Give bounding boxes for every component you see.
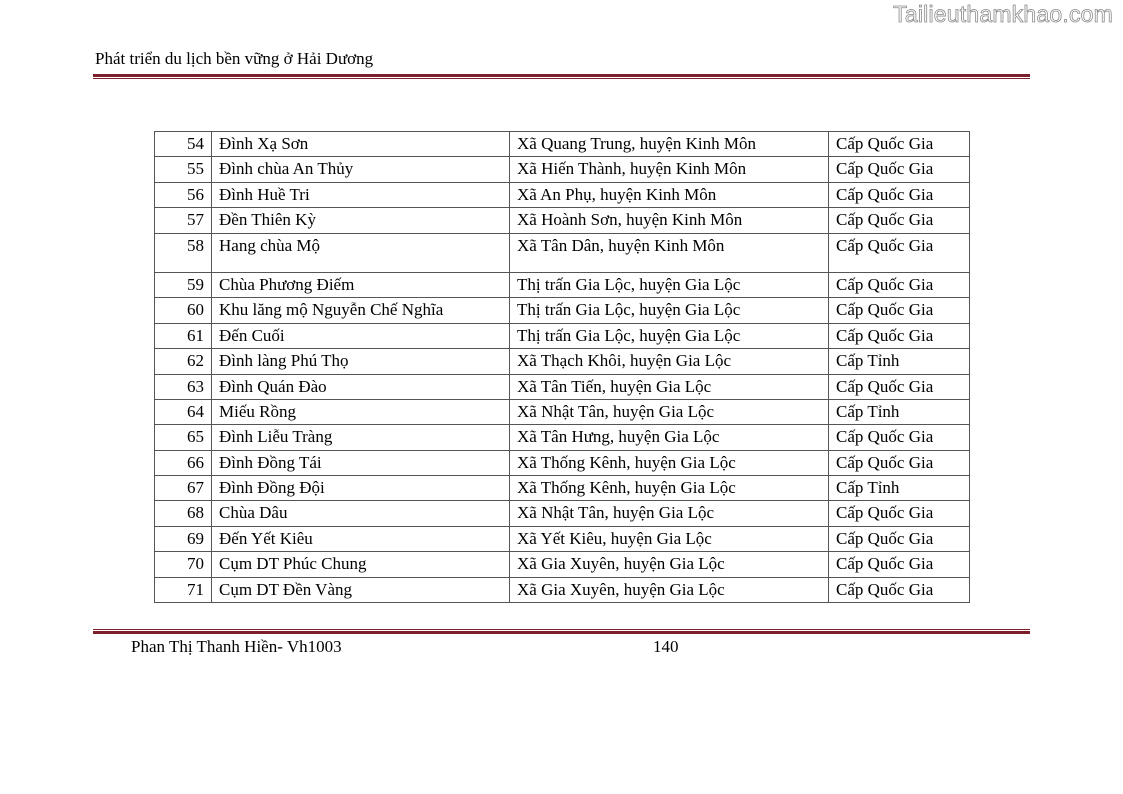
footer-author: Phan Thị Thanh Hiền- Vh1003 <box>131 637 342 656</box>
table-row <box>155 374 970 399</box>
cell-location: Xã An Phụ, huyện Kinh Môn <box>510 182 829 207</box>
cell-location: Xã Nhật Tân, huyện Gia Lộc <box>510 399 829 424</box>
table-row <box>155 323 970 348</box>
heritage-sites-table <box>154 131 970 603</box>
cell-number: 61 <box>155 323 212 348</box>
cell-location: Xã Tân Tiến, huyện Gia Lộc <box>510 374 829 399</box>
cell-rank: Cấp Quốc Gia <box>829 233 970 272</box>
cell-location: Xã Hoành Sơn, huyện Kinh Môn <box>510 208 829 233</box>
cell-location: Xã Thống Kênh, huyện Gia Lộc <box>510 476 829 501</box>
table-row <box>155 272 970 297</box>
cell-site-name: Đình làng Phú Thọ <box>212 349 510 374</box>
cell-number: 65 <box>155 425 212 450</box>
cell-site-name: Đình Huề Tri <box>212 182 510 207</box>
cell-rank: Cấp Tỉnh <box>829 476 970 501</box>
table-row <box>155 157 970 182</box>
cell-location: Thị trấn Gia Lộc, huyện Gia Lộc <box>510 323 829 348</box>
cell-site-name: Đến Yết Kiêu <box>212 526 510 551</box>
cell-rank: Cấp Tỉnh <box>829 399 970 424</box>
cell-number: 56 <box>155 182 212 207</box>
cell-rank: Cấp Quốc Gia <box>829 323 970 348</box>
cell-location: Xã Yết Kiêu, huyện Gia Lộc <box>510 526 829 551</box>
cell-rank: Cấp Quốc Gia <box>829 552 970 577</box>
table-row <box>155 425 970 450</box>
cell-number: 64 <box>155 399 212 424</box>
cell-number: 68 <box>155 501 212 526</box>
cell-site-name: Đến Cuối <box>212 323 510 348</box>
cell-rank: Cấp Quốc Gia <box>829 208 970 233</box>
cell-site-name: Hang chùa Mộ <box>212 233 510 272</box>
cell-number: 71 <box>155 577 212 602</box>
page-number: 140 <box>653 637 679 656</box>
cell-location: Xã Thạch Khôi, huyện Gia Lộc <box>510 349 829 374</box>
cell-location: Xã Thống Kênh, huyện Gia Lộc <box>510 450 829 475</box>
table-row <box>155 349 970 374</box>
watermark: Tailieuthamkhao.com <box>893 1 1113 27</box>
cell-rank: Cấp Quốc Gia <box>829 272 970 297</box>
cell-rank: Cấp Quốc Gia <box>829 157 970 182</box>
table-row <box>155 450 970 475</box>
cell-site-name: Đình Quán Đào <box>212 374 510 399</box>
cell-location: Xã Quang Trung, huyện Kinh Môn <box>510 132 829 157</box>
page-header-title: Phát triển du lịch bền vững ở Hải Dương <box>95 49 374 68</box>
table-row <box>155 182 970 207</box>
cell-rank: Cấp Quốc Gia <box>829 526 970 551</box>
cell-rank: Cấp Quốc Gia <box>829 298 970 323</box>
cell-location: Xã Tân Dân, huyện Kinh Môn <box>510 233 829 272</box>
table-body <box>155 132 970 603</box>
cell-number: 62 <box>155 349 212 374</box>
cell-rank: Cấp Quốc Gia <box>829 132 970 157</box>
cell-number: 70 <box>155 552 212 577</box>
cell-number: 59 <box>155 272 212 297</box>
cell-number: 60 <box>155 298 212 323</box>
cell-location: Xã Nhật Tân, huyện Gia Lộc <box>510 501 829 526</box>
cell-rank: Cấp Quốc Gia <box>829 425 970 450</box>
cell-rank: Cấp Tỉnh <box>829 349 970 374</box>
cell-rank: Cấp Quốc Gia <box>829 374 970 399</box>
table-row <box>155 399 970 424</box>
cell-site-name: Đình Liễu Tràng <box>212 425 510 450</box>
cell-rank: Cấp Quốc Gia <box>829 182 970 207</box>
cell-number: 69 <box>155 526 212 551</box>
cell-site-name: Chùa Dâu <box>212 501 510 526</box>
cell-site-name: Cụm DT Phúc Chung <box>212 552 510 577</box>
cell-number: 54 <box>155 132 212 157</box>
cell-site-name: Khu lăng mộ Nguyễn Chế Nghĩa <box>212 298 510 323</box>
cell-location: Xã Tân Hưng, huyện Gia Lộc <box>510 425 829 450</box>
cell-site-name: Đình Đồng Đội <box>212 476 510 501</box>
cell-number: 55 <box>155 157 212 182</box>
cell-number: 63 <box>155 374 212 399</box>
table-row <box>155 233 970 272</box>
header-divider <box>93 74 1030 79</box>
cell-site-name: Chùa Phương Điếm <box>212 272 510 297</box>
table-row <box>155 476 970 501</box>
cell-location: Xã Hiến Thành, huyện Kinh Môn <box>510 157 829 182</box>
cell-rank: Cấp Quốc Gia <box>829 501 970 526</box>
cell-location: Thị trấn Gia Lộc, huyện Gia Lộc <box>510 272 829 297</box>
table-row <box>155 132 970 157</box>
cell-site-name: Đình chùa An Thủy <box>212 157 510 182</box>
cell-site-name: Đền Thiên Kỳ <box>212 208 510 233</box>
cell-site-name: Đình Xạ Sơn <box>212 132 510 157</box>
cell-location: Xã Gia Xuyên, huyện Gia Lộc <box>510 577 829 602</box>
cell-site-name: Đình Đồng Tái <box>212 450 510 475</box>
cell-location: Xã Gia Xuyên, huyện Gia Lộc <box>510 552 829 577</box>
table-row <box>155 577 970 602</box>
cell-site-name: Miếu Rồng <box>212 399 510 424</box>
cell-location: Thị trấn Gia Lộc, huyện Gia Lộc <box>510 298 829 323</box>
table-row <box>155 501 970 526</box>
table-row <box>155 298 970 323</box>
table-row <box>155 526 970 551</box>
cell-number: 58 <box>155 233 212 272</box>
cell-rank: Cấp Quốc Gia <box>829 577 970 602</box>
table-row <box>155 208 970 233</box>
cell-number: 67 <box>155 476 212 501</box>
cell-number: 66 <box>155 450 212 475</box>
cell-site-name: Cụm DT Đền Vàng <box>212 577 510 602</box>
cell-rank: Cấp Quốc Gia <box>829 450 970 475</box>
footer-divider <box>93 629 1030 634</box>
cell-number: 57 <box>155 208 212 233</box>
table-row <box>155 552 970 577</box>
